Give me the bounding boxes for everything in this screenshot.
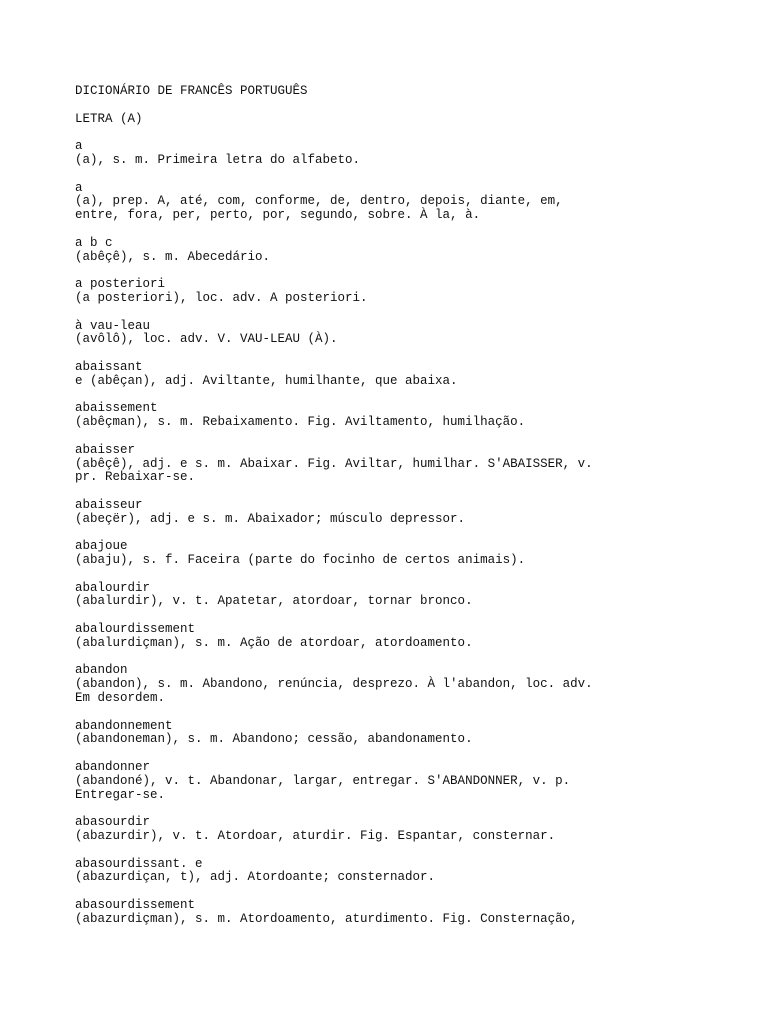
- dictionary-entries: [75, 140, 735, 926]
- entry-headword: abaisser: [75, 442, 136, 457]
- entry-headword: abasourdir: [75, 815, 151, 830]
- dictionary-entry: [75, 761, 735, 802]
- entry-definition: (abazurdir), v. t. Atordoar, aturdir. Fig. Espantar, consternar.: [75, 829, 556, 844]
- entry-definition: (abazurdiçan, t), adj. Atordoante; consternador.: [75, 870, 436, 885]
- entry-definition: (abêçê), s. m. Abecedário.: [75, 249, 271, 264]
- entry-headword: abaissement: [75, 401, 158, 416]
- entry-definition: (abandoné), v. t. Abandonar, largar, entregar. S'ABANDONNER, v. p. Entregar-se.: [75, 773, 571, 802]
- entry-headword: abalourdissement: [75, 622, 196, 637]
- entry-headword: abandonner: [75, 760, 151, 775]
- dictionary-entry: [75, 278, 735, 306]
- entry-headword: abaisseur: [75, 497, 143, 512]
- entry-headword: a b c: [75, 235, 113, 250]
- dictionary-entry: [75, 720, 735, 748]
- entry-definition: (abaju), s. f. Faceira (parte do focinho de certos animais).: [75, 553, 526, 568]
- section-heading: LETRA (A): [75, 111, 143, 126]
- entry-headword: à vau-leau: [75, 318, 151, 333]
- entry-headword: abaissant: [75, 359, 143, 374]
- dictionary-entry: [75, 499, 735, 527]
- entry-definition: (abandoneman), s. m. Abandono; cessão, abandonamento.: [75, 732, 473, 747]
- entry-headword: a: [75, 139, 83, 154]
- spacer: [75, 126, 735, 140]
- entry-headword: abandonnement: [75, 718, 173, 733]
- entry-definition: (abandon), s. m. Abandono, renúncia, desprezo. À l'abandon, loc. adv. Em desordem.: [75, 677, 593, 706]
- entry-headword: a posteriori: [75, 277, 166, 292]
- entry-definition: (avôlô), loc. adv. V. VAU-LEAU (À).: [75, 332, 338, 347]
- entry-definition: (abalurdiçman), s. m. Ação de atordoar, atordoamento.: [75, 635, 473, 650]
- dictionary-entry: [75, 444, 735, 485]
- dictionary-entry: [75, 182, 735, 223]
- entry-headword: abasourdissant. e: [75, 856, 203, 871]
- dictionary-entry: [75, 361, 735, 389]
- entry-definition: (abalurdir), v. t. Apatetar, atordoar, tornar bronco.: [75, 594, 473, 609]
- dictionary-entry: [75, 320, 735, 348]
- entry-definition: (a), prep. A, até, com, conforme, de, dentro, depois, diante, em, entre, fora, per, perto, por, segundo, sobre. À la, à.: [75, 194, 563, 223]
- spacer: [75, 99, 735, 113]
- entry-headword: abajoue: [75, 539, 128, 554]
- dictionary-entry: [75, 582, 735, 610]
- dictionary-entry: [75, 816, 735, 844]
- document-page: [75, 85, 735, 940]
- entry-definition: (a), s. m. Primeira letra do alfabeto.: [75, 152, 361, 167]
- entry-definition: (abêçê), adj. e s. m. Abaixar. Fig. Aviltar, humilhar. S'ABAISSER, v. pr. Rebaixar-se.: [75, 456, 593, 485]
- dictionary-entry: [75, 237, 735, 265]
- entry-definition: (abazurdiçman), s. m. Atordoamento, aturdimento. Fig. Consternação,: [75, 911, 578, 926]
- entry-definition: (a posteriori), loc. adv. A posteriori.: [75, 290, 368, 305]
- entry-headword: abandon: [75, 663, 128, 678]
- entry-definition: (abeçër), adj. e s. m. Abaixador; músculo depressor.: [75, 511, 466, 526]
- dictionary-entry: [75, 664, 735, 705]
- dictionary-entry: [75, 858, 735, 886]
- entry-headword: a: [75, 180, 83, 195]
- dictionary-entry: [75, 140, 735, 168]
- dictionary-entry: [75, 623, 735, 651]
- entry-definition: e (abêçan), adj. Aviltante, humilhante, que abaixa.: [75, 373, 458, 388]
- dictionary-entry: [75, 402, 735, 430]
- entry-headword: abalourdir: [75, 580, 151, 595]
- entry-definition: (abêçman), s. m. Rebaixamento. Fig. Aviltamento, humilhação.: [75, 415, 526, 430]
- entry-headword: abasourdissement: [75, 898, 196, 913]
- dictionary-entry: [75, 899, 735, 927]
- document-title: DICIONÁRIO DE FRANCÊS PORTUGUÊS: [75, 84, 308, 98]
- dictionary-entry: [75, 540, 735, 568]
